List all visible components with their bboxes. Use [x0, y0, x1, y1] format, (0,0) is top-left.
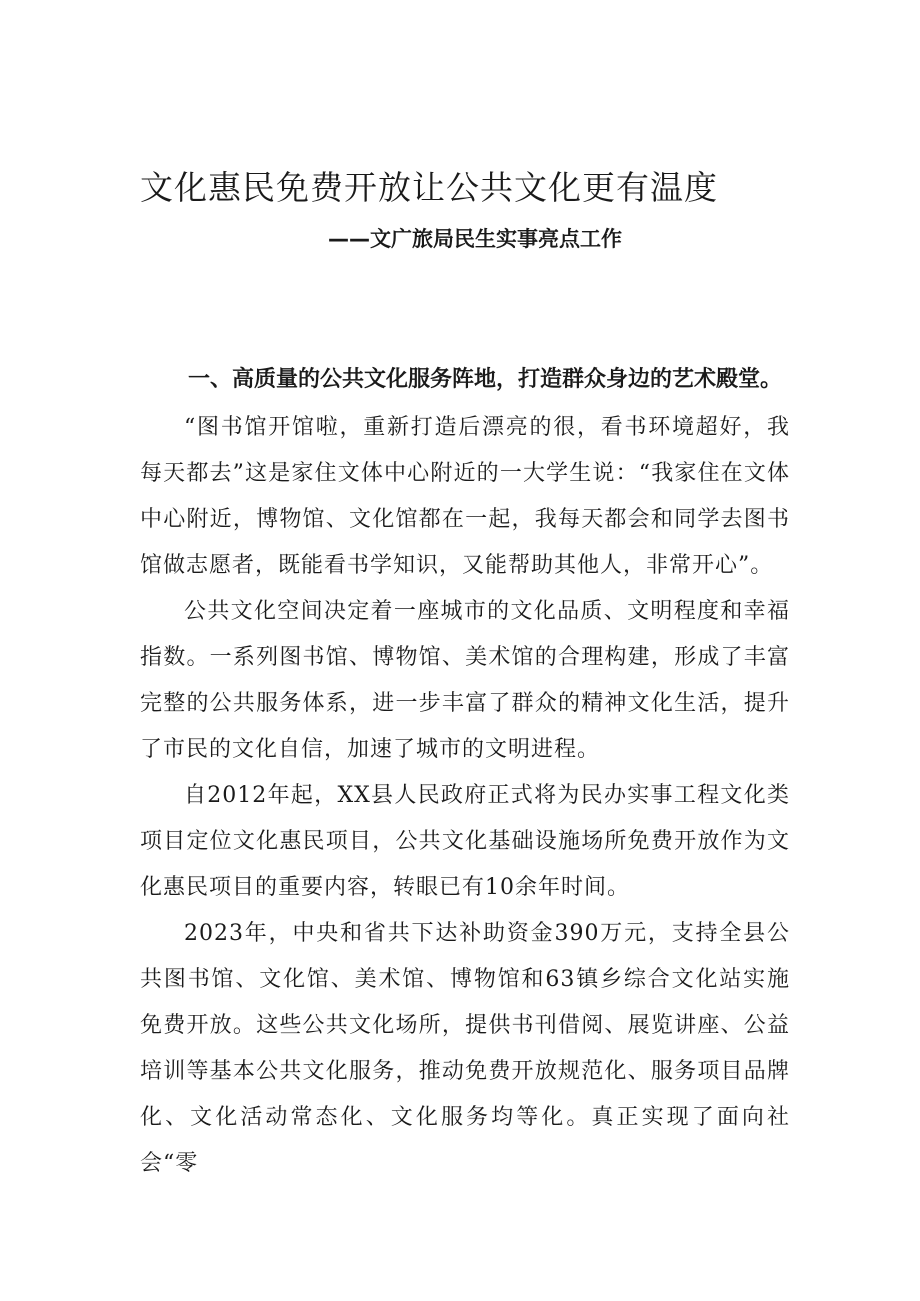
document-title: 文化惠民免费开放让公共文化更有温度 — [140, 168, 718, 207]
section-heading: 一、高质量的公共文化服务阵地，打造群众身边的艺术殿堂。 — [188, 367, 783, 392]
document-body — [140, 405, 790, 1187]
paragraph: 公共文化空间决定着一座城市的文化品质、文明程度和幸福指数。一系列图书馆、博物馆、美术馆的合理构建，形成了丰富完整的公共服务体系，进一步丰富了群众的精神文化生活，提升了市民的文化自信，加速了城市的文明进程。 — [140, 599, 790, 762]
paragraph: 2023年，中央和省共下达补助资金390万元，支持全县公共图书馆、文化馆、美术馆、博物馆和63镇乡综合文化站实施免费开放。这些公共文化场所，提供书刊借阅、展览讲座、公益培训等基本公共文化服务，推动免费开放规范化、服务项目品牌化、文化活动常态化、文化服务均等化。真正实现了面向社会“零 — [140, 921, 790, 1176]
paragraph: “图书馆开馆啦，重新打造后漂亮的很，看书环境超好，我每天都去”这是家住文体中心附近的一大学生说：“我家住在文体中心附近，博物馆、文化馆都在一起，我每天都会和同学去图书馆做志愿者，既能看书学知识，又能帮助其他人，非常开心”。 — [140, 415, 790, 578]
document-subtitle: ——文广旅局民生实事亮点工作 — [328, 227, 622, 251]
paragraph: 自2012年起，XX县人民政府正式将为民办实事工程文化类项目定位文化惠民项目，公共文化基础设施场所免费开放作为文化惠民项目的重要内容，转眼已有10余年时间。 — [140, 783, 790, 900]
